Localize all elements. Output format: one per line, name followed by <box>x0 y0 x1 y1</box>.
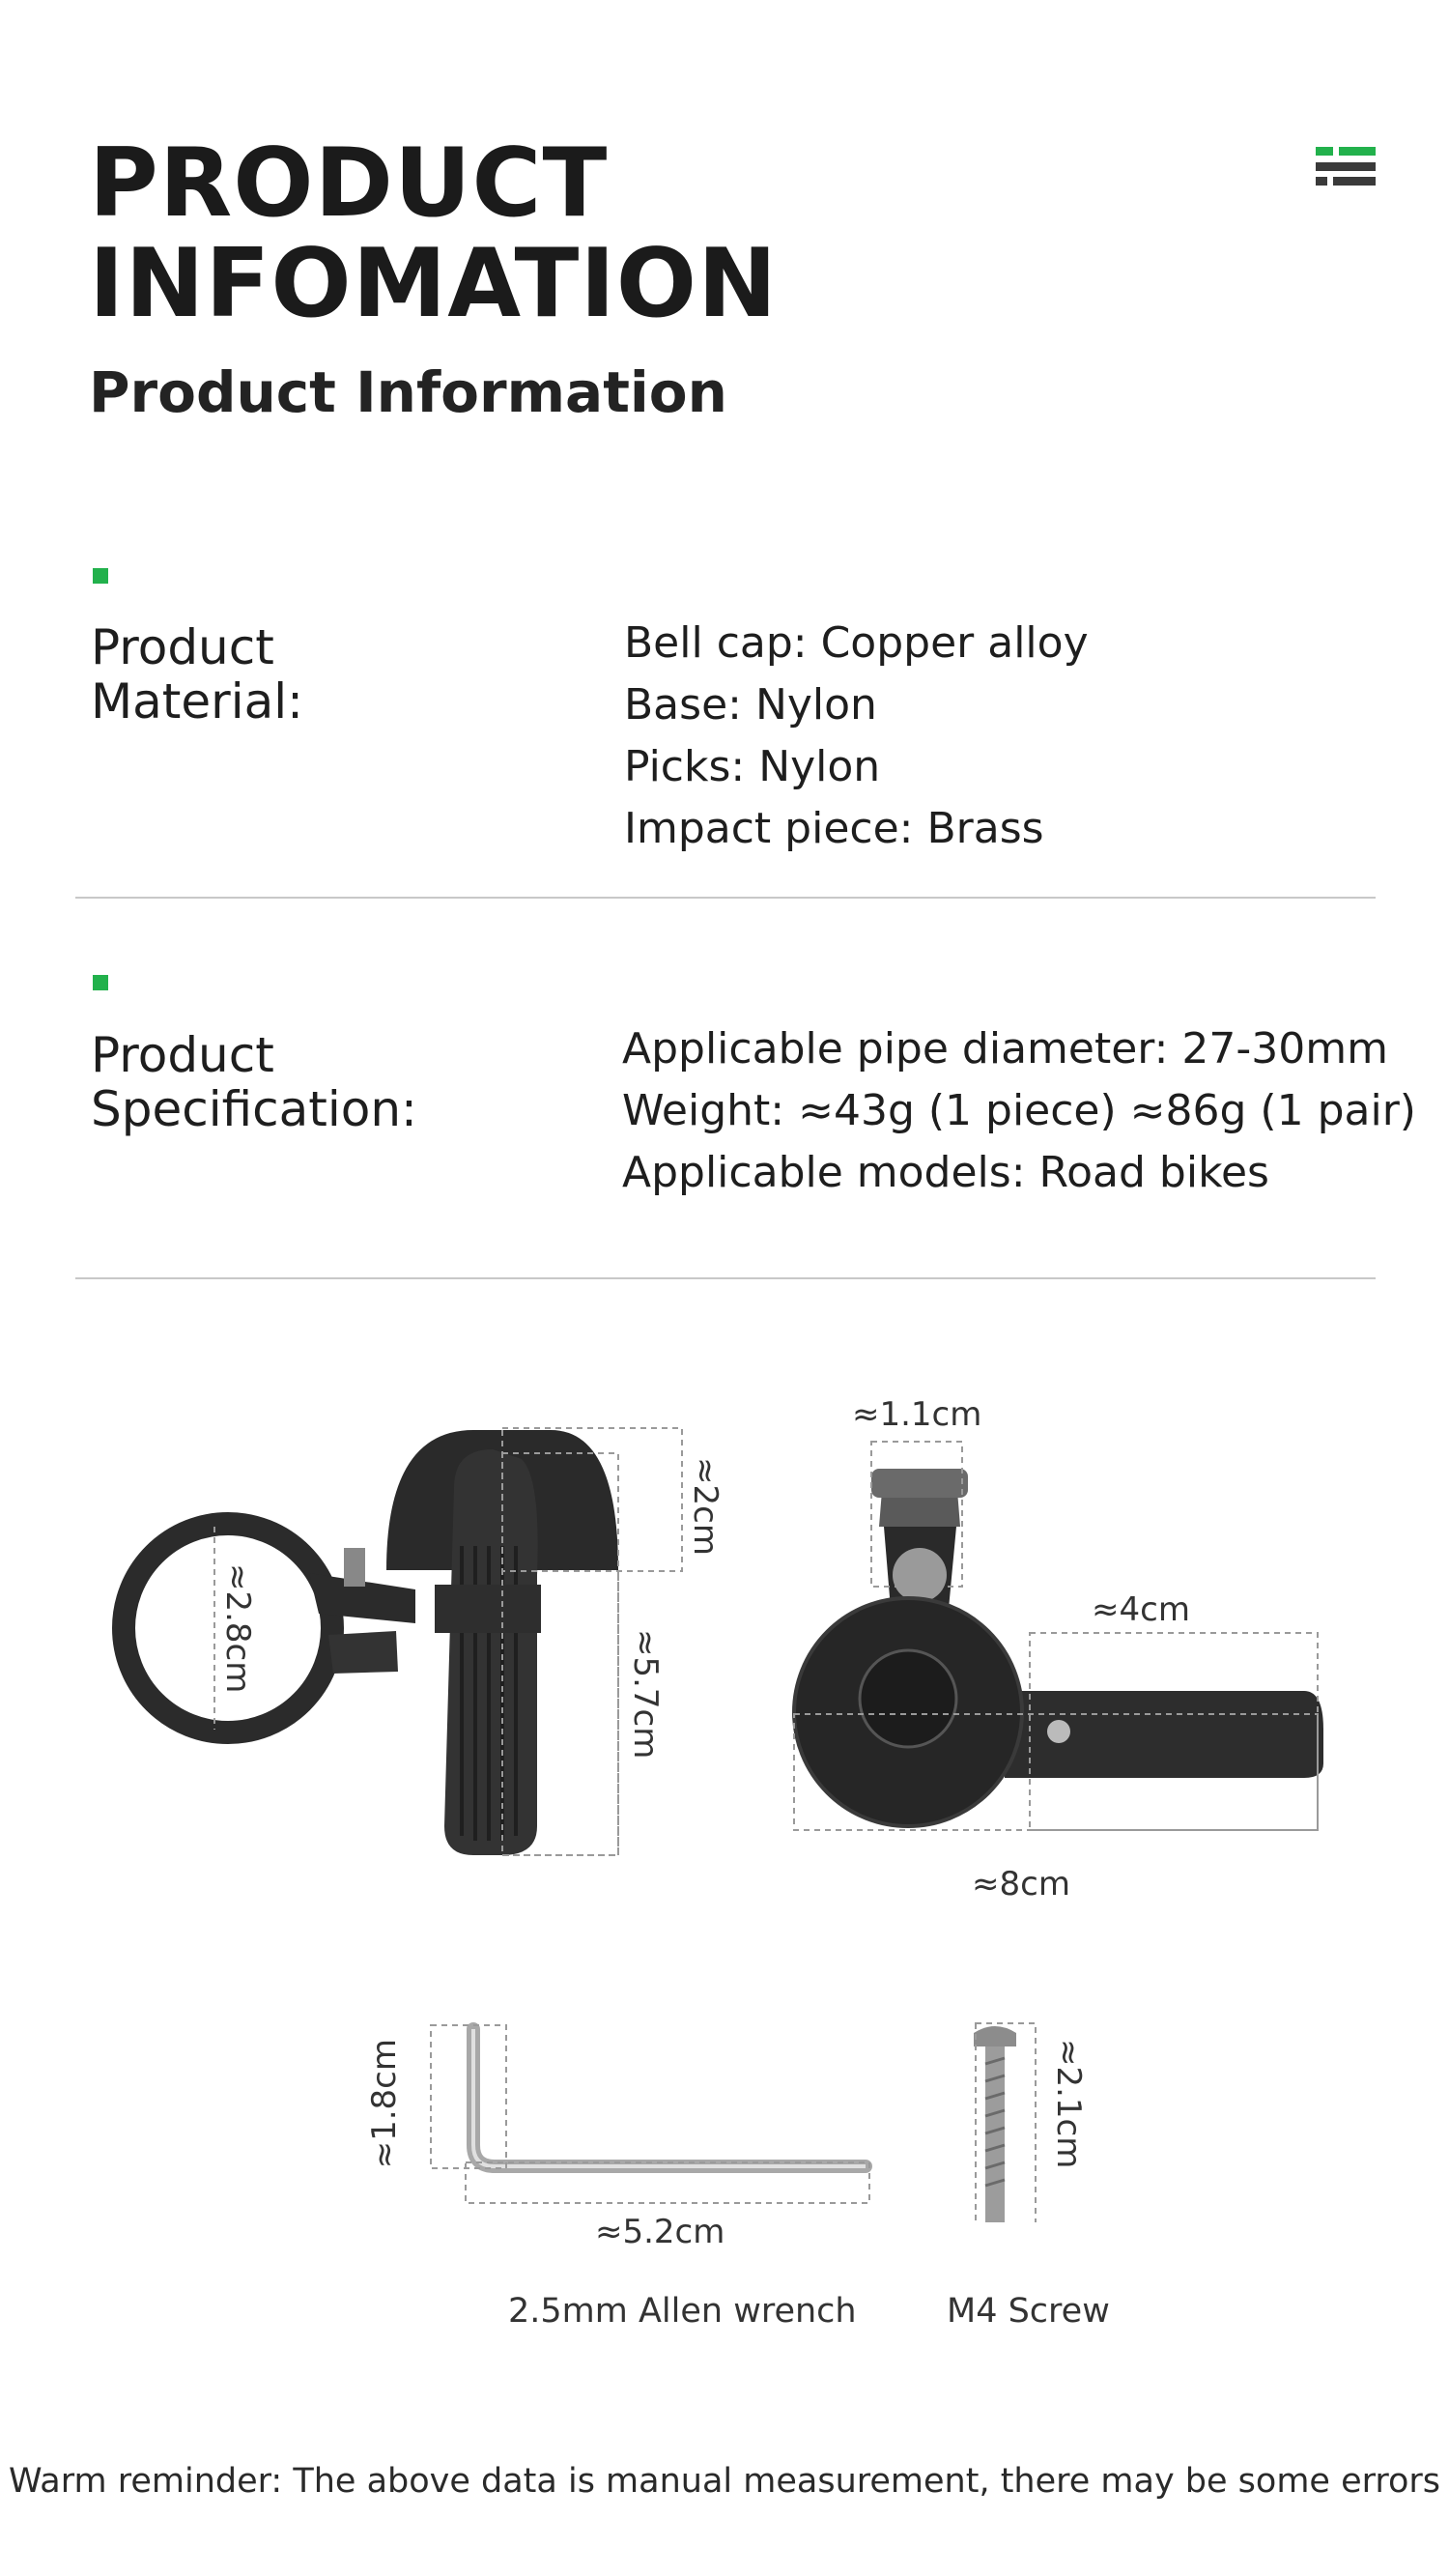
spec-value: Weight: ≈43g (1 piece) ≈86g (1 pair) <box>622 1086 1416 1135</box>
page-subtitle: Product Information <box>89 359 727 425</box>
specification-label: Product Specification: <box>91 1027 417 1137</box>
material-label: Product Material: <box>91 619 303 730</box>
dim-lever-width: ≈1.1cm <box>852 1395 982 1434</box>
screw-caption: M4 Screw <box>947 2292 1110 2331</box>
dim-wrench-height: ≈1.8cm <box>365 2039 404 2169</box>
section-divider <box>75 1277 1376 1279</box>
section-divider <box>75 897 1376 899</box>
dim-wrench-length: ≈5.2cm <box>595 2213 725 2251</box>
dim-screw-length: ≈2.1cm <box>1049 2039 1088 2169</box>
material-value: Bell cap: Copper alloy <box>624 618 1089 668</box>
dim-total-length: ≈8cm <box>972 1865 1070 1903</box>
wrench-caption: 2.5mm Allen wrench <box>508 2292 857 2331</box>
dim-clamp-length: ≈4cm <box>1092 1590 1190 1629</box>
spec-value: Applicable pipe diameter: 27-30mm <box>622 1024 1388 1073</box>
title-line-1: PRODUCT <box>89 129 609 239</box>
section-marker <box>93 975 108 990</box>
page-title <box>89 129 779 339</box>
material-value: Base: Nylon <box>624 680 877 730</box>
specification-values <box>622 1018 1416 1204</box>
material-value: Impact piece: Brass <box>624 804 1044 853</box>
material-values <box>624 613 1089 860</box>
material-value: Picks: Nylon <box>624 742 881 791</box>
brand-logo-icon <box>1316 147 1376 186</box>
bell-front-view-illustration <box>0 1333 1449 1932</box>
dim-bell-height: ≈2cm <box>686 1457 724 1556</box>
title-line-2: INFOMATION <box>89 229 779 339</box>
warm-reminder: Warm reminder: The above data is manual measurement, there may be some errors <box>8 2462 1441 2501</box>
accessories-illustration <box>0 1990 1449 2222</box>
section-marker <box>93 568 108 584</box>
dim-clamp-diameter: ≈2.8cm <box>218 1563 257 1694</box>
dim-lever-length: ≈5.7cm <box>626 1629 665 1760</box>
spec-value: Applicable models: Road bikes <box>622 1148 1269 1197</box>
